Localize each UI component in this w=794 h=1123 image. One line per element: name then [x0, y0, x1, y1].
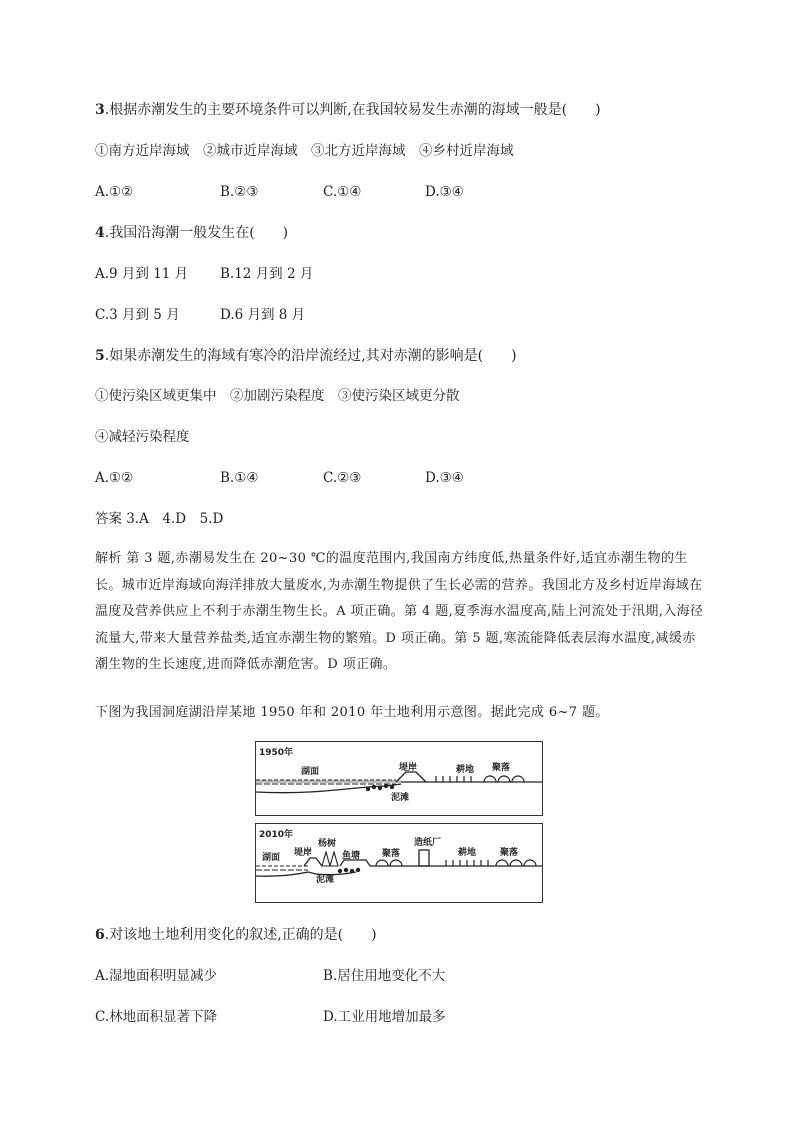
figure-panel-2010 — [255, 823, 543, 903]
question-number: 5 — [95, 348, 105, 364]
figure-panel-1950 — [255, 741, 543, 816]
mudflat-marks — [338, 868, 360, 873]
question-4 — [95, 223, 288, 243]
dike-shape — [304, 858, 322, 866]
mudflat-label: 泥滩 — [391, 793, 410, 803]
option-d: D.6 月到 8 月 — [220, 307, 306, 323]
land-use-2010-diagram — [256, 824, 542, 902]
option-c: C.②③ — [323, 470, 362, 486]
option-b: B.12 月到 2 月 — [220, 266, 314, 282]
settlement-1-label: 聚落 — [382, 849, 401, 859]
question-3-statements: ①南方近岸海域 ②城市近岸海域 ③北方近岸海域 ④乡村近岸海域 — [95, 143, 514, 159]
question-text: .根据赤潮发生的主要环境条件可以判断,在我国较易发生赤潮的海域一般是( ) — [104, 102, 601, 118]
farmland-label: 耕地 — [456, 765, 475, 775]
lake-label: 湖面 — [262, 853, 281, 863]
question-text: .我国沿海潮一般发生在( ) — [104, 225, 289, 241]
option-d: D.③④ — [425, 470, 464, 486]
option-b: B.居住用地变化不大 — [323, 968, 446, 984]
farmland-marks — [436, 776, 471, 782]
option-c: C.①④ — [323, 184, 362, 200]
settlement-marks — [484, 776, 524, 782]
figure-intro: 下图为我国洞庭湖沿岸某地 1950 年和 2010 年土地利用示意图。据此完成 6~7 题。 — [95, 705, 609, 720]
settlement-2-marks — [496, 860, 536, 866]
year-label: 1950年 — [259, 748, 294, 758]
question-6 — [95, 925, 377, 945]
question-5-statements-2: ④减轻污染程度 — [95, 429, 190, 445]
fishpond-label: 鱼塘 — [342, 851, 361, 861]
year-label: 2010年 — [259, 830, 294, 840]
answer-line: 答案 3.A 4.D 5.D — [95, 511, 224, 527]
dike-label: 堤岸 — [399, 763, 418, 773]
explanation: 解析 第 3 题,赤潮易发生在 20~30 ℃的温度范围内,我国南方纬度低,热量条件好,适宜赤潮生物的生长。城市近岸海域向海洋排放大量废水,为赤潮生物提供了生长必需的营养。我国北方及乡村近岸海域在温度及营养供应上不利于赤潮生物生长。A 项正确。第 4 题,夏季海水温度高,陆上河流处于汛期,入海径流量大,带来大量营养盐类,适宜赤潮生物的繁殖。D 项正确。第 5 题,寒流能降低表层海水温度,减缓赤潮生物的生长速度,进而降低赤潮危害。D 项正确。 — [95, 551, 704, 672]
mudflat-label: 泥滩 — [316, 875, 335, 885]
question-3 — [95, 100, 601, 120]
question-number: 6 — [95, 927, 105, 943]
paper-mill-shape — [419, 850, 429, 866]
option-d: D.③④ — [425, 184, 464, 200]
question-number: 3 — [95, 102, 105, 118]
question-5-statements-1: ①使污染区域更集中 ②加剧污染程度 ③使污染区域更分散 — [95, 388, 460, 404]
option-c: C.3 月到 5 月 — [95, 307, 180, 323]
farmland-marks — [446, 860, 488, 866]
option-c: C.林地面积显著下降 — [95, 1009, 218, 1025]
question-text: .如果赤潮发生的海域有寒冷的沿岸流经过,其对赤潮的影响是( ) — [104, 348, 517, 364]
poplar-trees — [322, 852, 338, 866]
paper-mill-label: 造纸厂 — [414, 838, 442, 848]
option-a: A.湿地面积明显减少 — [95, 968, 218, 984]
question-text: .对该地土地利用变化的叙述,正确的是( ) — [104, 927, 377, 943]
option-a: A.9 月到 11 月 — [95, 266, 189, 282]
poplar-label: 杨树 — [318, 839, 337, 849]
option-a: A.①② — [95, 184, 134, 200]
lake-label: 湖面 — [301, 767, 320, 777]
farmland-label: 耕地 — [458, 848, 477, 858]
land-use-1950-diagram — [256, 742, 542, 815]
question-number: 4 — [95, 225, 105, 241]
option-d: D.工业用地增加最多 — [323, 1009, 446, 1025]
dike-label: 堤岸 — [294, 848, 313, 858]
option-a: A.①② — [95, 470, 134, 486]
option-b: B.②③ — [220, 184, 259, 200]
option-b: B.①④ — [220, 470, 259, 486]
settlement-1-marks — [376, 860, 402, 866]
settlement-label: 聚落 — [492, 763, 511, 773]
settlement-2-label: 聚落 — [500, 848, 519, 858]
question-5 — [95, 346, 517, 366]
